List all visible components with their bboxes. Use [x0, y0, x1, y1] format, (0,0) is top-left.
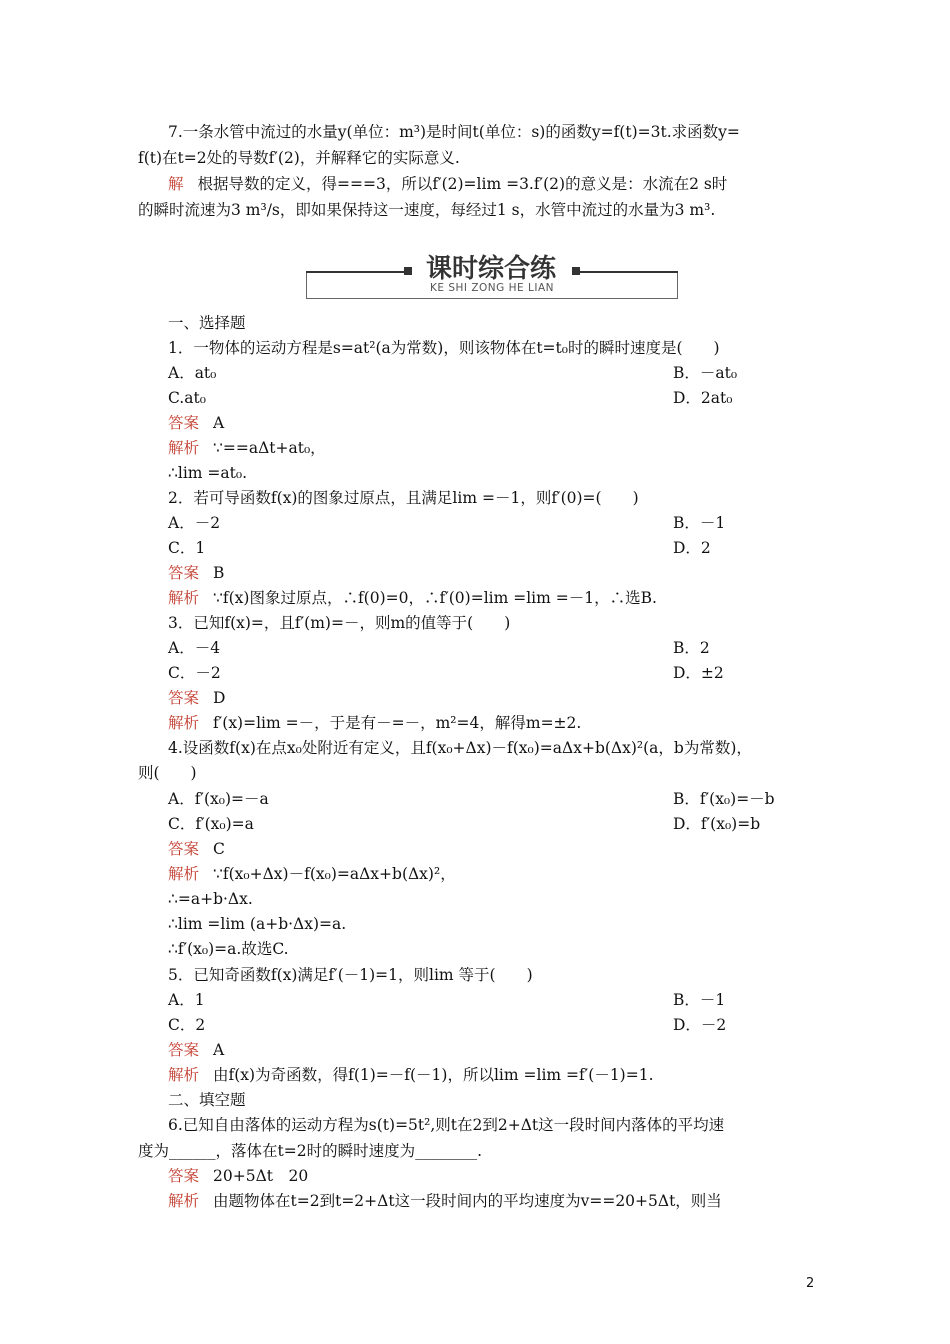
analysis-label: 解析	[168, 1066, 200, 1084]
banner-rule-right	[578, 271, 678, 273]
q4-option-b: B．f′(x₀)=－b	[673, 790, 775, 808]
q4-stem-2: 则( )	[138, 764, 197, 782]
page-number: 2	[806, 1276, 815, 1291]
q4-option-d: D．f′(x₀)=b	[673, 815, 761, 833]
q2-option-c: C．1	[168, 539, 206, 557]
q5-answer	[168, 1038, 848, 1063]
q4-analysis-3: ∴lim =lim (a+b·Δx)=a.	[168, 915, 347, 933]
q6-analysis-1	[168, 1189, 848, 1214]
q5-options-row-1	[168, 988, 848, 1013]
analysis-label: 解析	[168, 1192, 200, 1210]
answer-label: 答案	[168, 689, 200, 707]
analysis-label: 解析	[168, 439, 200, 457]
q3-option-a: A．－4	[168, 639, 221, 657]
q4-analysis-4: ∴f′(x₀)=a.故选C.	[168, 940, 289, 958]
q2-options-row-1	[168, 511, 848, 536]
q1-analysis-2: ∴lim =at₀.	[168, 464, 247, 482]
banner-rule-left	[306, 271, 406, 273]
q5-option-c: C．2	[168, 1016, 206, 1034]
q4-answer	[168, 837, 848, 862]
q2-stem: 2．若可导函数f(x)的图象过原点，且满足lim =－1，则f′(0)=( )	[168, 489, 639, 507]
q5-option-a: A．1	[168, 991, 205, 1009]
answer-label: 答案	[168, 1167, 200, 1185]
q5-options-row-2	[168, 1013, 848, 1038]
q5-analysis-text-1: 由f(x)为奇函数，得f(1)=－f(－1)，所以lim =lim =f′(－1)=1.	[213, 1066, 654, 1084]
answer-label: 答案	[168, 1041, 200, 1059]
q4-options-row-2	[168, 812, 848, 837]
banner-subtitle: KE SHI ZONG HE LIAN	[430, 282, 554, 294]
q7-solution-text: 根据导数的定义，得===3，所以f′(2)=lim =3.f′(2)的意义是：水流在2 s时	[197, 175, 728, 193]
q7-line-1: 7.一条水管中流过的水量y(单位：m³)是时间t(单位：s)的函数y=f(t)=3t.求函数y=	[168, 123, 740, 141]
q4-analysis-2: ∴=a+b·Δx.	[168, 890, 253, 908]
section-heading-choice: 一、选择题	[168, 314, 246, 332]
q2-option-a: A．－2	[168, 514, 221, 532]
q1-options-row-1	[168, 361, 848, 386]
q1-option-c: C.at₀	[168, 389, 206, 407]
q5-option-d: D．－2	[673, 1016, 727, 1034]
solution-label: 解	[168, 175, 184, 193]
q2-option-d: D．2	[673, 539, 711, 557]
answer-label: 答案	[168, 564, 200, 582]
q5-stem: 5．已知奇函数f(x)满足f′(－1)=1，则lim 等于( )	[168, 966, 533, 984]
section-heading-fill: 二、填空题	[168, 1091, 246, 1109]
q1-analysis-1	[168, 436, 848, 461]
q3-option-d: D．±2	[673, 664, 724, 682]
q3-stem: 3．已知f(x)=，且f′(m)=－，则m的值等于( )	[168, 614, 511, 632]
q4-stem-1: 4.设函数f(x)在点x₀处附近有定义，且f(x₀+Δx)－f(x₀)=aΔx+b(Δx)²(a，b为常数)，	[168, 739, 752, 757]
q1-option-a: A．at₀	[168, 364, 217, 382]
q1-options-row-2	[168, 386, 848, 411]
q1-answer-value: A	[213, 414, 225, 432]
q5-option-b: B．－1	[673, 991, 726, 1009]
q6-answer	[168, 1164, 848, 1189]
q2-option-b: B．－1	[673, 514, 726, 532]
q3-analysis-text-1: f′(x)=lim =－，于是有－=－，m²=4，解得m=±2.	[213, 714, 582, 732]
banner-title: 课时综合练	[425, 254, 556, 284]
analysis-label: 解析	[168, 714, 200, 732]
q7-solution-line-2: 的瞬时流速为3 m³/s，即如果保持这一速度，每经过1 s，水管中流过的水量为3 m³.	[138, 201, 716, 219]
q4-analysis-1	[168, 862, 848, 887]
q6-analysis-text-1: 由题物体在t=2到t=2+Δt这一段时间内的平均速度为v==20+5Δt，则当	[213, 1192, 722, 1210]
q5-answer-value: A	[213, 1041, 225, 1059]
q4-options-row-1	[168, 787, 848, 812]
q4-option-c: C．f′(x₀)=a	[168, 815, 254, 833]
q3-options-row-1	[168, 636, 848, 661]
q4-option-a: A．f′(x₀)=－a	[168, 790, 269, 808]
q6-answer-value: 20+5Δt 20	[213, 1167, 309, 1185]
q1-answer	[168, 411, 848, 436]
q2-answer	[168, 561, 848, 586]
analysis-label: 解析	[168, 589, 200, 607]
q1-stem: 1．一物体的运动方程是s=at²(a为常数)，则该物体在t=t₀时的瞬时速度是( )	[168, 339, 720, 357]
q1-option-d: D．2at₀	[673, 389, 733, 407]
q1-option-b: B．－at₀	[673, 364, 738, 382]
q4-analysis-text-1: ∵f(x₀+Δx)－f(x₀)=aΔx+b(Δx)²，	[213, 865, 456, 883]
q1-analysis-text-1: ∵==aΔt+at₀，	[213, 439, 326, 457]
banner-square-right	[572, 267, 580, 275]
answer-label: 答案	[168, 414, 200, 432]
q3-answer-value: D	[213, 689, 226, 707]
q7-line-2: f(t)在t=2处的导数f′(2)，并解释它的实际意义.	[138, 149, 460, 167]
q5-analysis-1	[168, 1063, 848, 1088]
q6-stem-1: 6.已知自由落体的运动方程为s(t)=5t²,则t在2到2+Δt这一段时间内落体的平均速	[168, 1116, 725, 1134]
q7-solution-line-1	[168, 172, 848, 197]
q2-options-row-2	[168, 536, 848, 561]
q3-answer	[168, 686, 848, 711]
q3-options-row-2	[168, 661, 848, 686]
section-banner	[306, 252, 678, 300]
q2-analysis-text-1: ∵f(x)图象过原点，∴f(0)=0，∴f′(0)=lim =lim =－1，∴选B.	[213, 589, 657, 607]
q2-analysis-1	[168, 586, 848, 611]
q2-answer-value: B	[213, 564, 225, 582]
banner-square-left	[404, 267, 412, 275]
q3-analysis-1	[168, 711, 848, 736]
q3-option-b: B．2	[673, 639, 710, 657]
answer-label: 答案	[168, 840, 200, 858]
q6-stem-2: 度为______，落体在t=2时的瞬时速度为________.	[138, 1142, 483, 1160]
q4-answer-value: C	[213, 840, 225, 858]
q3-option-c: C．－2	[168, 664, 221, 682]
analysis-label: 解析	[168, 865, 200, 883]
